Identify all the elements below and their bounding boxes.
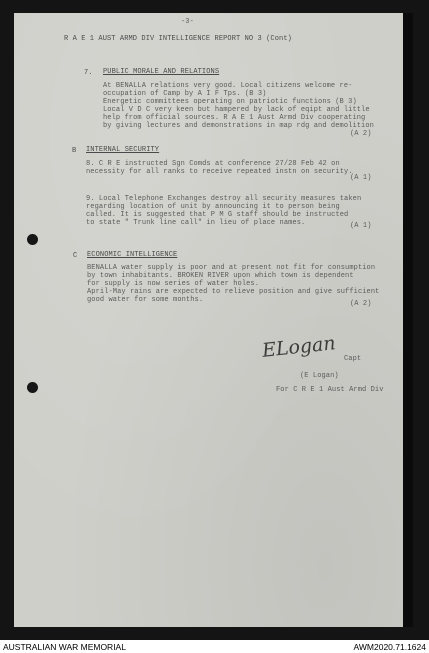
punch-hole-bottom [27, 382, 38, 393]
section-c-line: April-May rains are expected to relieve position and give sufficient [87, 288, 380, 296]
section-b-title: INTERNAL SECURITY [86, 146, 160, 154]
item-9-line: to state " Trunk line call" in lieu of place names. [86, 219, 306, 227]
item-8-line: necessity for all ranks to receive repeated instn on security. [86, 168, 353, 176]
page-number: -3- [181, 18, 194, 26]
section-c-line: by town inhabitants. BROKEN RIVER upon which town is dependent [87, 272, 354, 280]
section-c-title: ECONOMIC INTELLIGENCE [87, 251, 178, 259]
section-7-line: Energetic committees operating on patriotic functions (B 3) [103, 98, 357, 106]
section-7-line: help from official sources. R A E 1 Aust Armd Div cooperating [103, 114, 366, 122]
section-7-line: Local V D C very keen but hampered by lack of eqipt and little [103, 106, 370, 114]
item-9-line: regarding location of unit by announcing it to person being [86, 203, 340, 211]
section-c-line: for supply is now series of water holes. [87, 280, 260, 288]
report-header: R A E 1 AUST ARMD DIV INTELLIGENCE REPORT NO 3 (Cont) [64, 35, 292, 43]
section-7-grade: (A 2) [350, 130, 372, 138]
signature-name: (E Logan) [300, 372, 339, 380]
section-b-letter: B [72, 147, 77, 155]
section-c-letter: C [73, 252, 78, 260]
section-7-number: 7. [84, 69, 93, 77]
section-7-line: occupation of Camp by A I F Tps. (B 3) [103, 90, 267, 98]
handwritten-signature: ELogan [261, 332, 337, 362]
page-edge-shadow [403, 13, 413, 627]
item-9-line: called. It is suggested that P M G staff should be instructed [86, 211, 349, 219]
footer-institution: AUSTRALIAN WAR MEMORIAL [3, 642, 126, 652]
footer-accession-number: AWM2020.71.1624 [353, 642, 426, 652]
archive-footer [0, 640, 429, 653]
section-c-line: BENALLA water supply is poor and at present not fit for consumption [87, 264, 376, 272]
section-7-line: by giving lectures and demonstrations in map rdg and demolition [103, 122, 374, 130]
section-7-title: PUBLIC MORALE AND RELATIONS [103, 68, 220, 76]
item-9-line: 9. Local Telephone Exchanges destroy all security measures taken [86, 195, 362, 203]
section-c-grade: (A 2) [350, 300, 372, 308]
item-9-grade: (A 1) [350, 222, 372, 230]
section-7-line: At BENALLA relations very good. Local citizens welcome re- [103, 82, 353, 90]
signature-rank: Capt [344, 355, 362, 363]
item-8-grade: (A 1) [350, 174, 372, 182]
section-c-line: good water for some months. [87, 296, 204, 304]
punch-hole-top [27, 234, 38, 245]
item-8-line: 8. C R E instructed Sgn Comds at conference 27/28 Feb 42 on [86, 160, 340, 168]
signature-for-line: For C R E 1 Aust Armd Div [276, 386, 384, 394]
